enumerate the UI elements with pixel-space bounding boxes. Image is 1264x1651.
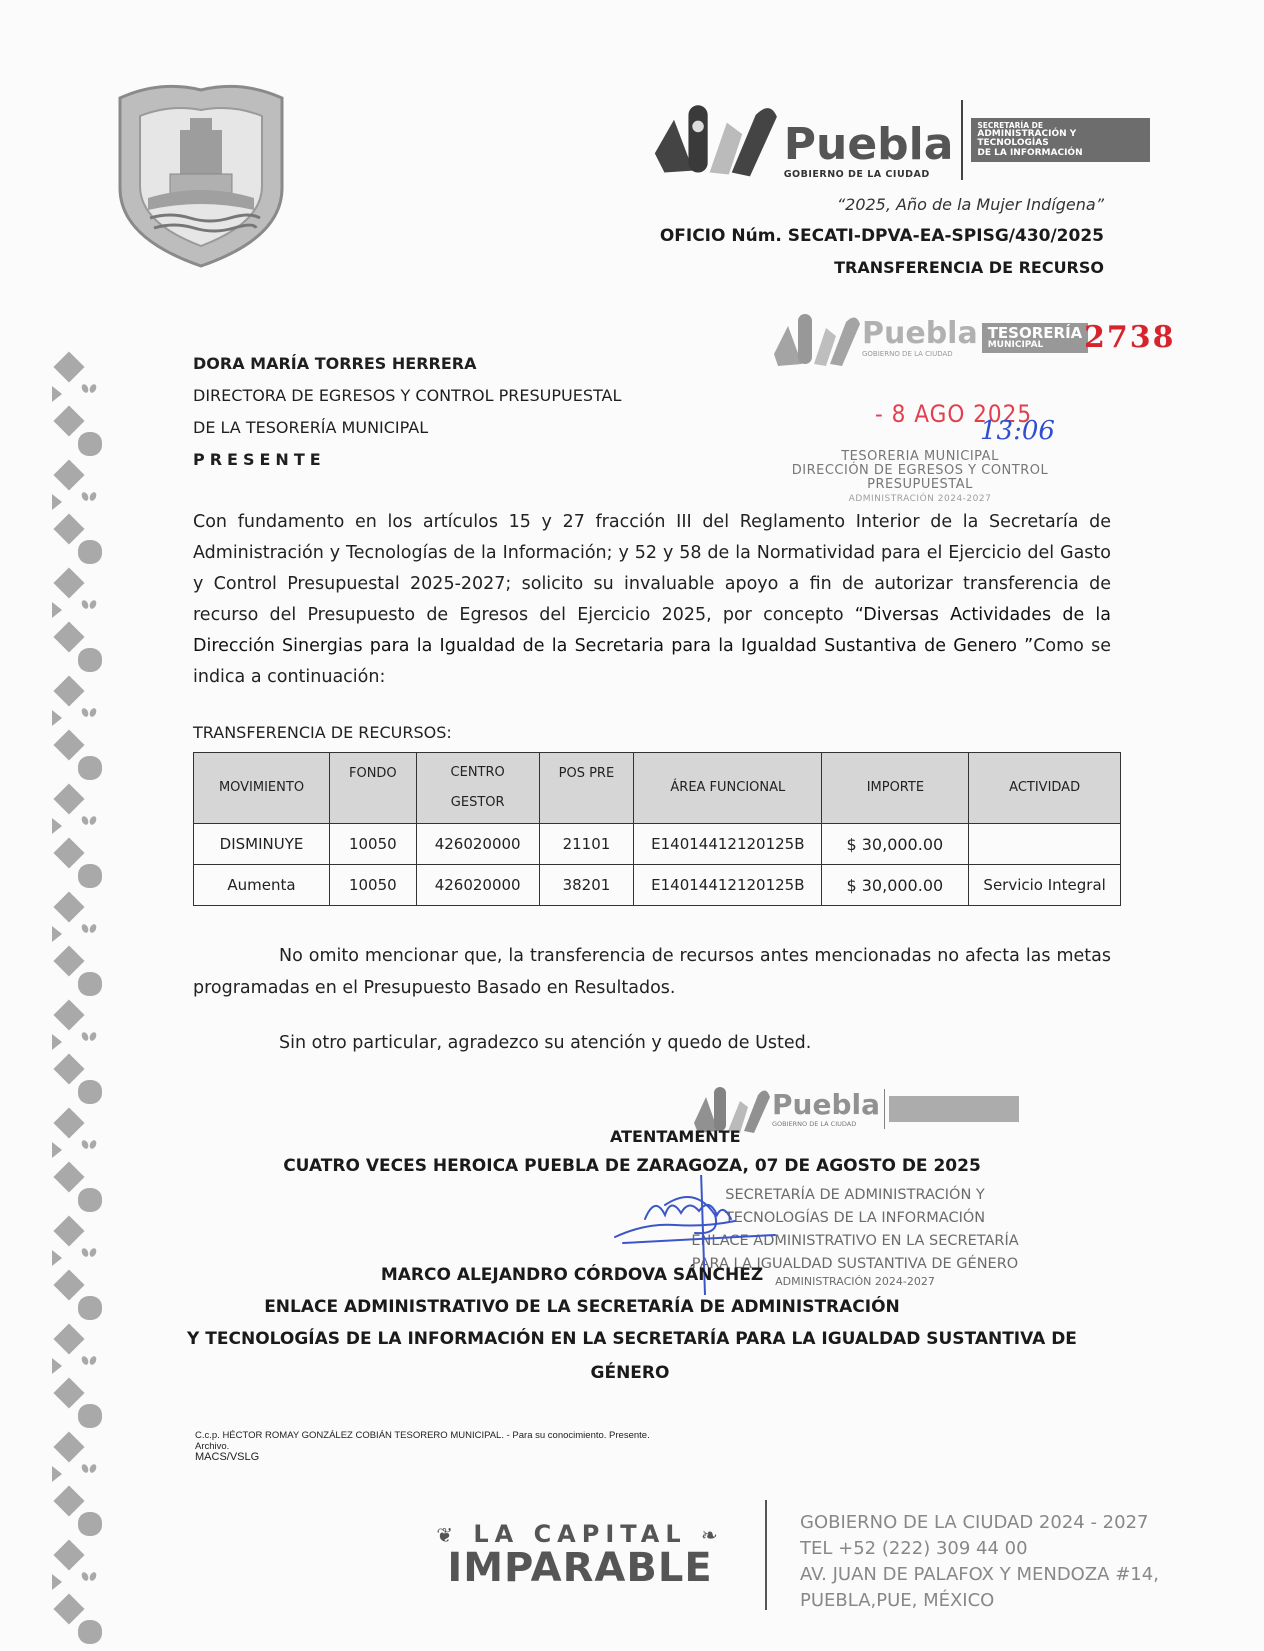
received-date: - 8 AGO 2025 (875, 400, 1033, 428)
place-date: CUATRO VECES HEROICA PUEBLA DE ZARAGOZA, 07 DE AGOSTO DE 2025 (283, 1156, 981, 1176)
farewell: Sin otro particular, agradezco su atención y quedo de Usted. (279, 1033, 812, 1053)
header-centro-gestor (416, 753, 539, 824)
sig-logo-divider (884, 1089, 885, 1129)
city-coat-of-arms (110, 78, 292, 270)
cell-fondo: 10050 (329, 865, 416, 906)
footer-info-phone: TEL +52 (222) 309 44 00 (800, 1538, 1028, 1559)
stamp-line3: PRESUPUESTAL (867, 477, 973, 492)
stamp-logo-city: Puebla (862, 316, 978, 351)
border-motif (48, 1538, 104, 1646)
decorative-border (48, 350, 104, 1640)
table-row (194, 824, 1121, 865)
recipient-title-2: DE LA TESORERÍA MUNICIPAL (193, 418, 429, 437)
table-header-row (194, 753, 1121, 824)
signer-role-1: ENLACE ADMINISTRATIVO DE LA SECRETARÍA DE ADMINISTRACIÓN (264, 1297, 900, 1317)
secretariat-line2: ADMINISTRACIÓN Y TECNOLOGÍAS (977, 128, 1077, 149)
reception-stamp (770, 308, 1210, 508)
border-motif (48, 566, 104, 674)
transfer-table (193, 752, 1121, 906)
header-centro-line1: CENTRO (450, 765, 505, 780)
signer-name: MARCO ALEJANDRO CÓRDOVA SÁNCHEZ (380, 1265, 764, 1285)
stamp-office-sub: MUNICIPAL (987, 340, 1044, 350)
body-text-end: Como se indica a continuación: (193, 636, 1111, 687)
cell-importe: $ 30,000.00 (822, 824, 969, 865)
cell-area-funcional: E14014412120125B (634, 824, 822, 865)
cell-actividad (969, 824, 1121, 865)
cell-centro-gestor: 426020000 (416, 824, 539, 865)
recipient-name: DORA MARÍA TORRES HERRERA (193, 354, 477, 373)
border-motif (48, 1430, 104, 1538)
sig-logo-city: Puebla (772, 1088, 880, 1121)
document-subject: TRANSFERENCIA DE RECURSO (834, 258, 1104, 277)
stamp-line2: DIRECCIÓN DE EGRESOS Y CONTROL (791, 463, 1049, 478)
border-motif (48, 998, 104, 1106)
footer-contact-info (800, 1510, 1159, 1614)
oficio-number: OFICIO Núm. SECATI-DPVA-EA-SPISG/430/2025 (659, 226, 1104, 246)
logo-divider (961, 100, 963, 180)
body-paragraph (193, 507, 1111, 693)
secretariat-line1: SECRETARÍA DE (977, 120, 1043, 130)
year-motto: “2025, Año de la Mujer Indígena” (836, 195, 1104, 214)
stamp-line1: TESORERIA MUNICIPAL (841, 449, 999, 464)
brand-line1-text: LA CAPITAL (473, 1520, 687, 1548)
logo-city-name: Puebla (783, 119, 954, 170)
carbon-copy (195, 1430, 650, 1463)
brand-line2: IMPARABLE (447, 1545, 713, 1591)
header-pos-pre: POS PRE (539, 753, 634, 824)
wing-left-icon: ❦ (436, 1523, 459, 1547)
body-concept: “Diversas Actividades de la Dirección Sinergias para la Igualdad de la Secretaria para la Igualdad Sustantiva de Genero ” (193, 605, 1112, 656)
cc-initials: MACS/VSLG (195, 1451, 260, 1463)
puebla-city-emblem-icon (770, 308, 860, 368)
stamp-logo-government: GOBIERNO DE LA CIUDAD (862, 350, 953, 358)
greeting: PRESENTE (193, 450, 326, 469)
header-centro-line2: GESTOR (450, 795, 505, 810)
cell-movimiento: Aumenta (194, 865, 330, 906)
cell-fondo: 10050 (329, 824, 416, 865)
stamp-text (770, 450, 1070, 506)
footer-brand (430, 1520, 730, 1591)
border-motif (48, 890, 104, 998)
sig-stamp-line5: ADMINISTRACIÓN 2024-2027 (775, 1275, 935, 1288)
atentamente: ATENTAMENTE (610, 1127, 741, 1146)
header-actividad: ACTIVIDAD (969, 753, 1121, 824)
stamp-line4: ADMINISTRACIÓN 2024-2027 (848, 494, 992, 504)
signer-role-2: Y TECNOLOGÍAS DE LA INFORMACIÓN EN LA SECRETARÍA PARA LA IGUALDAD SUSTANTIVA DE (187, 1329, 1077, 1349)
brand-line1 (430, 1520, 730, 1548)
cell-actividad: Servicio Integral (969, 865, 1121, 906)
cell-importe: $ 30,000.00 (822, 865, 969, 906)
received-time: 13:06 (980, 416, 1055, 446)
footer-info-city: PUEBLA,PUE, MÉXICO (800, 1590, 995, 1611)
header-fondo: FONDO (329, 753, 416, 824)
signer-role-3: GÉNERO (590, 1363, 670, 1383)
footer-info-address: AV. JUAN DE PALAFOX Y MENDOZA #14, (800, 1564, 1159, 1585)
table-title: TRANSFERENCIA DE RECURSOS: (193, 723, 452, 742)
sig-stamp-line1: SECRETARÍA DE ADMINISTRACIÓN Y (725, 1187, 985, 1203)
sig-logo-government: GOBIERNO DE LA CIUDAD (772, 1120, 857, 1128)
cc-line2: Archivo. (195, 1441, 230, 1452)
secretariat-line3: DE LA INFORMACIÓN (977, 147, 1083, 158)
footer-info-government: GOBIERNO DE LA CIUDAD 2024 - 2027 (800, 1512, 1149, 1533)
header-importe: IMPORTE (822, 753, 969, 824)
border-motif (48, 350, 104, 458)
table-row (194, 865, 1121, 906)
footer-divider (765, 1500, 767, 1610)
puebla-secati-logo (650, 88, 1150, 180)
cell-area-funcional: E14014412120125B (634, 865, 822, 906)
border-motif (48, 782, 104, 890)
cc-line1: C.c.p. HÉCTOR ROMAY GONZÁLEZ COBIÁN TESORERO MUNICIPAL. - Para su conocimiento. Presente. (195, 1430, 650, 1441)
coat-of-arms-icon (110, 78, 292, 270)
secretariat-box (971, 118, 1150, 162)
cell-pos-pre: 21101 (539, 824, 634, 865)
folio-number: 2738 (1084, 320, 1176, 355)
cell-movimiento: DISMINUYE (194, 824, 330, 865)
header-area-funcional: ÁREA FUNCIONAL (634, 753, 822, 824)
sig-stamp-line3: ENLACE ADMINISTRATIVO EN LA SECRETARÍA (691, 1233, 1019, 1249)
body-text-start: Con fundamento en los artículos 15 y 27 fracción III del Reglamento Interior de la Secretaría de Administración y Tecnologías de la Información; y 52 y 58 de la Normatividad para el Ejercicio del Gasto y Control Presupuestal 2025-2027; solicito su invaluable apoyo a fin de autorizar transferencia de recurso del Presupuesto de Egresos del Ejercicio 2025, por concepto (193, 512, 1111, 625)
tesoreria-logo (770, 308, 1088, 368)
sig-stamp-line4: PARA LA IGUALDAD SUSTANTIVA DE GÉNERO (691, 1256, 1019, 1272)
stamp-office: TESORERÍA (987, 324, 1083, 342)
logo-government: GOBIERNO DE LA CIUDAD (783, 169, 930, 180)
recipient-block (193, 348, 621, 476)
border-motif (48, 674, 104, 782)
closing-paragraph: No omito mencionar que, la transferencia de recursos antes mencionadas no afecta las metas programadas en el Presupuesto Basado en Resultados. (193, 946, 1111, 998)
wing-right-icon: ❧ (701, 1523, 724, 1547)
sig-logo-secretariat-box (889, 1096, 1019, 1122)
tesoreria-box (982, 323, 1089, 353)
border-motif (48, 458, 104, 566)
puebla-city-emblem-icon (650, 94, 780, 180)
sig-stamp-line2: TECNOLOGÍAS DE LA INFORMACIÓN (724, 1210, 986, 1226)
cell-pos-pre: 38201 (539, 865, 634, 906)
header-movimiento: MOVIMIENTO (194, 753, 330, 824)
recipient-title-1: DIRECTORA DE EGRESOS Y CONTROL PRESUPUESTAL (193, 386, 622, 405)
cell-centro-gestor: 426020000 (416, 865, 539, 906)
